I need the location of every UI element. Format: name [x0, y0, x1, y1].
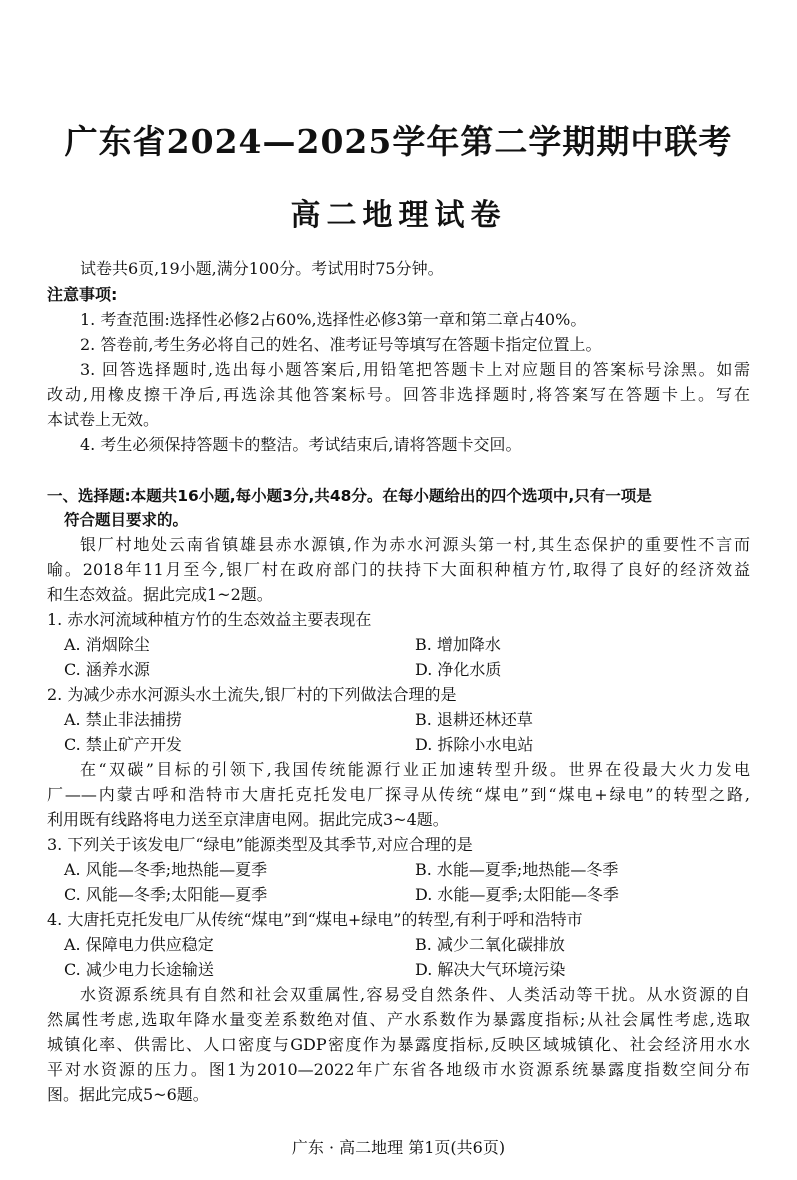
notice-item: 2. 答卷前,考生务必将自己的姓名、准考证号等填写在答题卡指定位置上。	[80, 335, 602, 354]
option-b: B. 增加降水	[415, 635, 501, 654]
option-d: D. 净化水质	[415, 660, 502, 679]
option-a: A. 保障电力供应稳定	[64, 935, 214, 954]
exam-intro: 试卷共6页,19小题,满分100分。考试用时75分钟。	[80, 259, 444, 278]
question-stem: 1. 赤水河流域种植方竹的生态效益主要表现在	[47, 610, 372, 629]
option-a: A. 消烟除尘	[64, 635, 150, 654]
notice-item: 改动,用橡皮擦干净后,再选涂其他答案标号。回答非选择题时,将答案写在答题卡上。写在	[47, 385, 750, 404]
option-b: B. 退耕还林还草	[415, 710, 533, 729]
notice-item: 3. 回答选择题时,选出每小题答案后,用铅笔把答题卡上对应题目的答案标号涂黑。如需	[80, 360, 750, 379]
option-d: D. 拆除小水电站	[415, 735, 534, 754]
question-stem: 3. 下列关于该发电厂“绿电”能源类型及其季节,对应合理的是	[47, 835, 473, 854]
notice-item: 4. 考生必须保持答题卡的整洁。考试结束后,请将答题卡交回。	[80, 435, 522, 454]
passage-text: 和生态效益。据此完成1~2题。	[47, 585, 273, 604]
option-d: D. 水能—夏季;太阳能—冬季	[415, 885, 619, 904]
option-c: C. 风能—冬季;太阳能—夏季	[64, 885, 268, 904]
section-heading: 一、选择题:本题共16小题,每小题3分,共48分。在每小题给出的四个选项中,只有一项是	[47, 487, 652, 505]
notice-item: 1. 考查范围:选择性必修2占60%,选择性必修3第一章和第二章占40%。	[80, 310, 587, 329]
passage-text: 喻。2018年11月至今,银厂村在政府部门的扶持下大面积种植方竹,取得了良好的经济效益	[47, 560, 750, 579]
notice-item: 本试卷上无效。	[47, 410, 160, 429]
option-b: B. 减少二氧化碳排放	[415, 935, 565, 954]
page-footer: 广东 · 高二地理 第1页(共6页)	[291, 1138, 506, 1157]
passage-text: 在“双碳”目标的引领下,我国传统能源行业正加速转型升级。世界在役最大火力发电	[80, 760, 750, 779]
exam-title: 广东省2024—2025学年第二学期期中联考	[64, 122, 733, 161]
question-stem: 4. 大唐托克托发电厂从传统“煤电”到“煤电+绿电”的转型,有利于呼和浩特市	[47, 910, 583, 929]
option-c: C. 减少电力长途输送	[64, 960, 214, 979]
passage-text: 平对水资源的压力。图1为2010—2022年广东省各地级市水资源系统暴露度指数空间分布	[47, 1060, 750, 1079]
passage-text: 然属性考虑,选取年降水量变差系数绝对值、产水系数作为暴露度指标;从社会属性考虑,选取	[47, 1010, 750, 1029]
passage-text: 银厂村地处云南省镇雄县赤水源镇,作为赤水河源头第一村,其生态保护的重要性不言而	[80, 535, 750, 554]
option-c: C. 禁止矿产开发	[64, 735, 182, 754]
section-heading-cont: 符合题目要求的。	[64, 511, 189, 529]
option-c: C. 涵养水源	[64, 660, 150, 679]
option-b: B. 水能—夏季;地热能—冬季	[415, 860, 619, 879]
question-stem: 2. 为减少赤水河源头水土流失,银厂村的下列做法合理的是	[47, 685, 457, 704]
passage-text: 图。据此完成5~6题。	[47, 1085, 209, 1104]
passage-text: 城镇化率、供需比、人口密度与GDP密度作为暴露度指标,反映区域城镇化、社会经济用水水	[47, 1035, 750, 1054]
notice-heading: 注意事项:	[47, 285, 118, 304]
option-a: A. 风能—冬季;地热能—夏季	[64, 860, 268, 879]
passage-text: 利用既有线路将电力送至京津唐电网。据此完成3~4题。	[47, 810, 449, 829]
option-d: D. 解决大气环境污染	[415, 960, 566, 979]
option-a: A. 禁止非法捕捞	[64, 710, 182, 729]
passage-text: 水资源系统具有自然和社会双重属性,容易受自然条件、人类活动等干扰。从水资源的自	[80, 985, 750, 1004]
exam-subtitle: 高二地理试卷	[290, 198, 507, 233]
passage-text: 厂——内蒙古呼和浩特市大唐托克托发电厂探寻从传统“煤电”到“煤电+绿电”的转型之路,	[47, 785, 750, 804]
